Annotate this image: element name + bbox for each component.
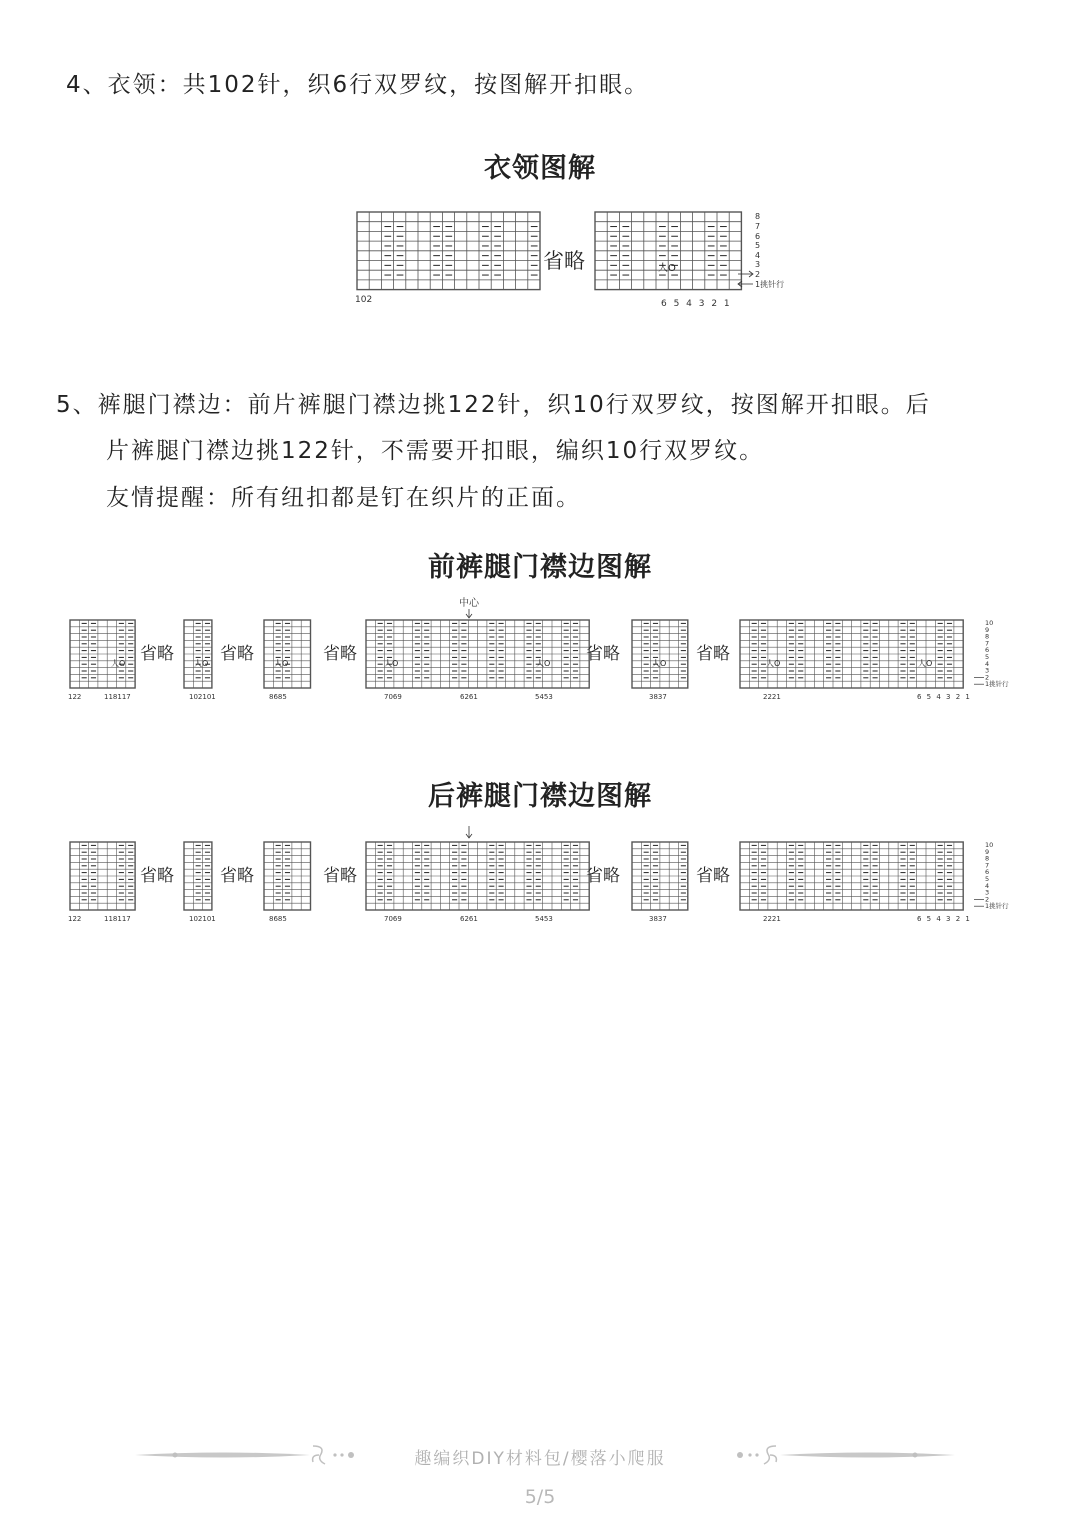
buttonhole-5: 人O [536, 658, 551, 668]
bottom-number-10: 6 5 4 3 2 1 [917, 693, 972, 701]
collar-left-number: 102 [355, 295, 373, 305]
omit-label-3: 省略 [323, 644, 357, 664]
row-number-2: 9 [985, 625, 990, 634]
row-number-7: 4 [985, 881, 990, 890]
collar-row-4: 4 [755, 251, 761, 260]
row-number-8: 3 [985, 888, 990, 897]
bottom-number-10: 6 5 4 3 2 1 [917, 915, 972, 923]
row-number-4: 7 [985, 861, 990, 870]
buttonhole-1: 人O [111, 658, 126, 668]
collar-buttonhole-symbol: 人O [658, 263, 676, 274]
footer-brand: 趣编织DIY材料包/樱落小爬服 [414, 1449, 666, 1469]
row-number-3: 8 [985, 854, 990, 863]
row-number-10: 1挑针行 [985, 680, 1009, 689]
row-number-6: 5 [985, 875, 990, 883]
buttonhole-6: 人O [652, 658, 667, 668]
collar-instruction: 4、衣领：共102针，织6行双罗纹，按图解开扣眼。 [66, 72, 650, 98]
collar-row-1: 1挑针行 [755, 280, 785, 289]
bottom-number-8: 3837 [649, 693, 667, 701]
buttonhole-2: 人O [194, 658, 209, 668]
row-number-1: 10 [985, 841, 994, 849]
front-center-label: 中心 [459, 598, 479, 609]
leg-reminder: 友情提醒：所有纽扣都是钉在织片的正面。 [106, 485, 581, 511]
collar-chart-title: 衣领图解 [484, 153, 596, 184]
collar-omit-label: 省略 [543, 249, 585, 273]
front-chart-title: 前裤腿门襟边图解 [428, 552, 652, 583]
row-number-6: 5 [985, 653, 990, 661]
collar-row-7: 7 [755, 222, 761, 231]
bottom-number-9: 2221 [763, 693, 781, 701]
buttonhole-4: 人O [384, 658, 399, 668]
bottom-number-1: 122 [68, 693, 82, 701]
omit-label-1: 省略 [140, 866, 174, 886]
omit-label-5: 省略 [696, 644, 730, 664]
row-number-4: 7 [985, 639, 990, 648]
omit-label-2: 省略 [220, 644, 254, 664]
bottom-number-2: 118117 [104, 693, 131, 701]
collar-row-2: 2 [755, 270, 761, 279]
row-number-7: 4 [985, 659, 990, 668]
row-number-10: 1挑针行 [985, 902, 1009, 911]
bottom-number-5: 7069 [384, 693, 402, 701]
page-number: 5/5 [524, 1486, 556, 1508]
row-number-3: 8 [985, 632, 990, 641]
front-leg-chart [68, 595, 1018, 710]
omit-label-1: 省略 [140, 644, 174, 664]
collar-row-6: 6 [755, 232, 761, 241]
bottom-number-6: 6261 [460, 693, 478, 701]
bottom-number-7: 5453 [535, 915, 553, 923]
bottom-number-3: 102101 [189, 915, 216, 923]
collar-chart [355, 210, 805, 310]
bottom-number-6: 6261 [460, 915, 478, 923]
omit-label-3: 省略 [323, 866, 357, 886]
row-number-9: 2 [985, 673, 990, 682]
omit-label-4: 省略 [586, 644, 620, 664]
bottom-number-2: 118117 [104, 915, 131, 923]
bottom-number-9: 2221 [763, 915, 781, 923]
buttonhole-3: 人O [274, 658, 289, 668]
collar-bottom-numbers: 6 5 4 3 2 1 [661, 299, 732, 309]
buttonhole-7: 人O [766, 658, 781, 668]
back-leg-chart [68, 817, 1018, 932]
row-number-1: 10 [985, 619, 994, 627]
collar-row-5: 5 [755, 241, 761, 250]
bottom-number-4: 8685 [269, 693, 287, 701]
bottom-number-3: 102101 [189, 693, 216, 701]
omit-label-4: 省略 [586, 866, 620, 886]
row-number-2: 9 [985, 847, 990, 856]
collar-row-8: 8 [755, 212, 761, 221]
omit-label-2: 省略 [220, 866, 254, 886]
row-number-5: 6 [985, 646, 990, 655]
row-number-9: 2 [985, 895, 990, 904]
leg-instruction-line2: 片裤腿门襟边挑122针，不需要开扣眼，编织10行双罗纹。 [106, 438, 765, 464]
omit-label-5: 省略 [696, 866, 730, 886]
bottom-number-4: 8685 [269, 915, 287, 923]
bottom-number-5: 7069 [384, 915, 402, 923]
row-number-5: 6 [985, 868, 990, 877]
bottom-number-8: 3837 [649, 915, 667, 923]
collar-row-3: 3 [755, 260, 761, 269]
back-chart-title: 后裤腿门襟边图解 [428, 781, 652, 812]
bottom-number-7: 5453 [535, 693, 553, 701]
row-number-8: 3 [985, 666, 990, 675]
leg-instruction-line1: 5、裤腿门襟边：前片裤腿门襟边挑122针，织10行双罗纹，按图解开扣眼。后 [56, 392, 931, 418]
bottom-number-1: 122 [68, 915, 82, 923]
buttonhole-8: 人O [918, 658, 933, 668]
